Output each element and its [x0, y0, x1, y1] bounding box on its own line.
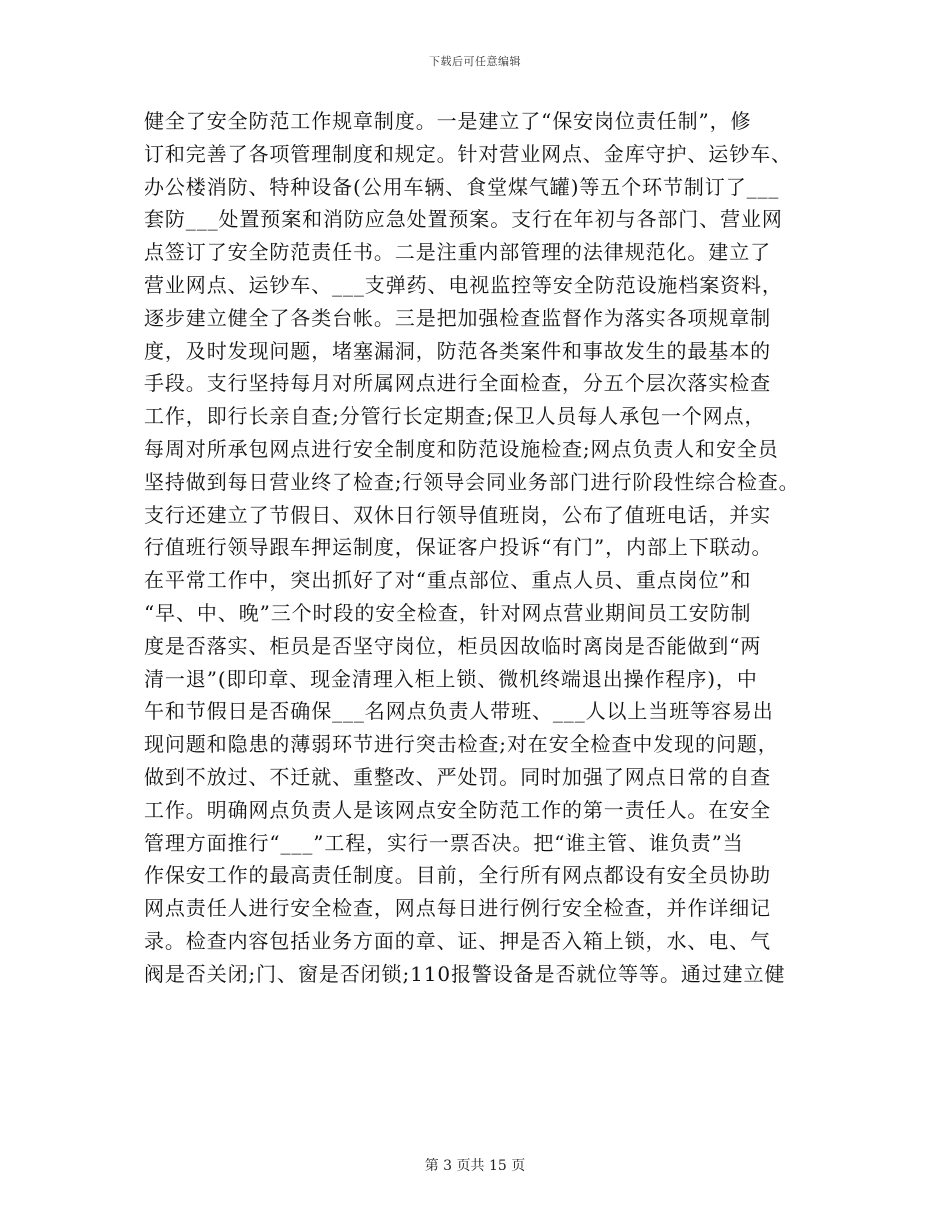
body-line: 套防___处置预案和消防应急处置预案。支行在年初与各部门、营业网 [144, 207, 783, 232]
body-line: 健全了安全防范工作规章制度。一是建立了“保安岗位责任制”，修 [144, 109, 752, 133]
body-line: 在平常工作中，突出抓好了对“重点部位、重点人员、重点岗位”和 [144, 568, 752, 593]
body-line: 办公楼消防、特种设备(公用车辆、食堂煤气罐)等五个环节制订了___ [144, 174, 780, 199]
body-line: 坚持做到每日营业终了检查;行领导会同业务部门进行阶段性综合检查。 [144, 469, 800, 494]
page-footer: 第 3 页共 15 页 [424, 1158, 526, 1174]
body-line: 现问题和隐患的薄弱环节进行突击检查;对在安全检查中发现的问题， [144, 732, 779, 757]
body-line: 录。检查内容包括业务方面的章、证、押是否入箱上锁，水、电、气 [144, 929, 771, 953]
body-line: 网点责任人进行安全检查，网点每日进行例行安全检查，并作详细记 [144, 896, 771, 921]
body-line: 逐步建立健全了各类台帐。三是把加强检查监督作为落实各项规章制 [144, 305, 771, 330]
body-line: 行值班行领导跟车押运制度，保证客户投诉“有门”，内部上下联动。 [144, 535, 773, 560]
body-line: 度，及时发现问题，堵塞漏洞，防范各类案件和事故发生的最基本的 [144, 338, 771, 363]
body-line: 工作。明确网点负责人是该网点安全防范工作的第一责任人。在安全 [144, 797, 771, 822]
body-line: 支行还建立了节假日、双休日行领导值班岗，公布了值班电话，并实 [144, 502, 771, 527]
body-line: 度是否落实、柜员是否坚守岗位，柜员因故临时离岗是否能做到“两 [144, 633, 762, 658]
body-line: 管理方面推行“___”工程，实行一票否决。把“谁主管、谁负责”当 [144, 830, 744, 855]
body-line: 作保安工作的最高责任制度。目前，全行所有网点都设有安全员协助 [144, 863, 771, 888]
body-line: 营业网点、运钞车、___支弹药、电视监控等安全防范设施档案资料， [144, 273, 783, 297]
body-line: 手段。支行坚持每月对所属网点进行全面检查，分五个层次落实检查 [144, 371, 771, 396]
body-line: 清一退”(即印章、现金清理入柜上锁、微机终端退出操作程序)，中 [144, 666, 758, 691]
body-line: 点签订了安全防范责任书。二是注重内部管理的法律规范化。建立了 [144, 240, 771, 265]
body-line: 订和完善了各项管理制度和规定。针对营业网点、金库守护、运钞车、 [144, 141, 792, 166]
body-line: 每周对所承包网点进行安全制度和防范设施检查;网点负责人和安全员 [144, 437, 779, 461]
body-line: 做到不放过、不迁就、重整改、严处罚。同时加强了网点日常的自查 [144, 765, 771, 789]
body-line: 工作，即行长亲自查;分管行长定期查;保卫人员每人承包一个网点， [144, 404, 766, 429]
body-line: 午和节假日是否确保___名网点负责人带班、___人以上当班等容易出 [144, 699, 774, 724]
body-line: “早、中、晚”三个时段的安全检查，针对网点营业期间员工安防制 [144, 601, 752, 625]
header-note: 下载后可任意编辑 [429, 55, 521, 68]
body-line: 阀是否关闭;门、窗是否闭锁;110报警设备是否就位等等。通过建立健 [144, 961, 786, 986]
